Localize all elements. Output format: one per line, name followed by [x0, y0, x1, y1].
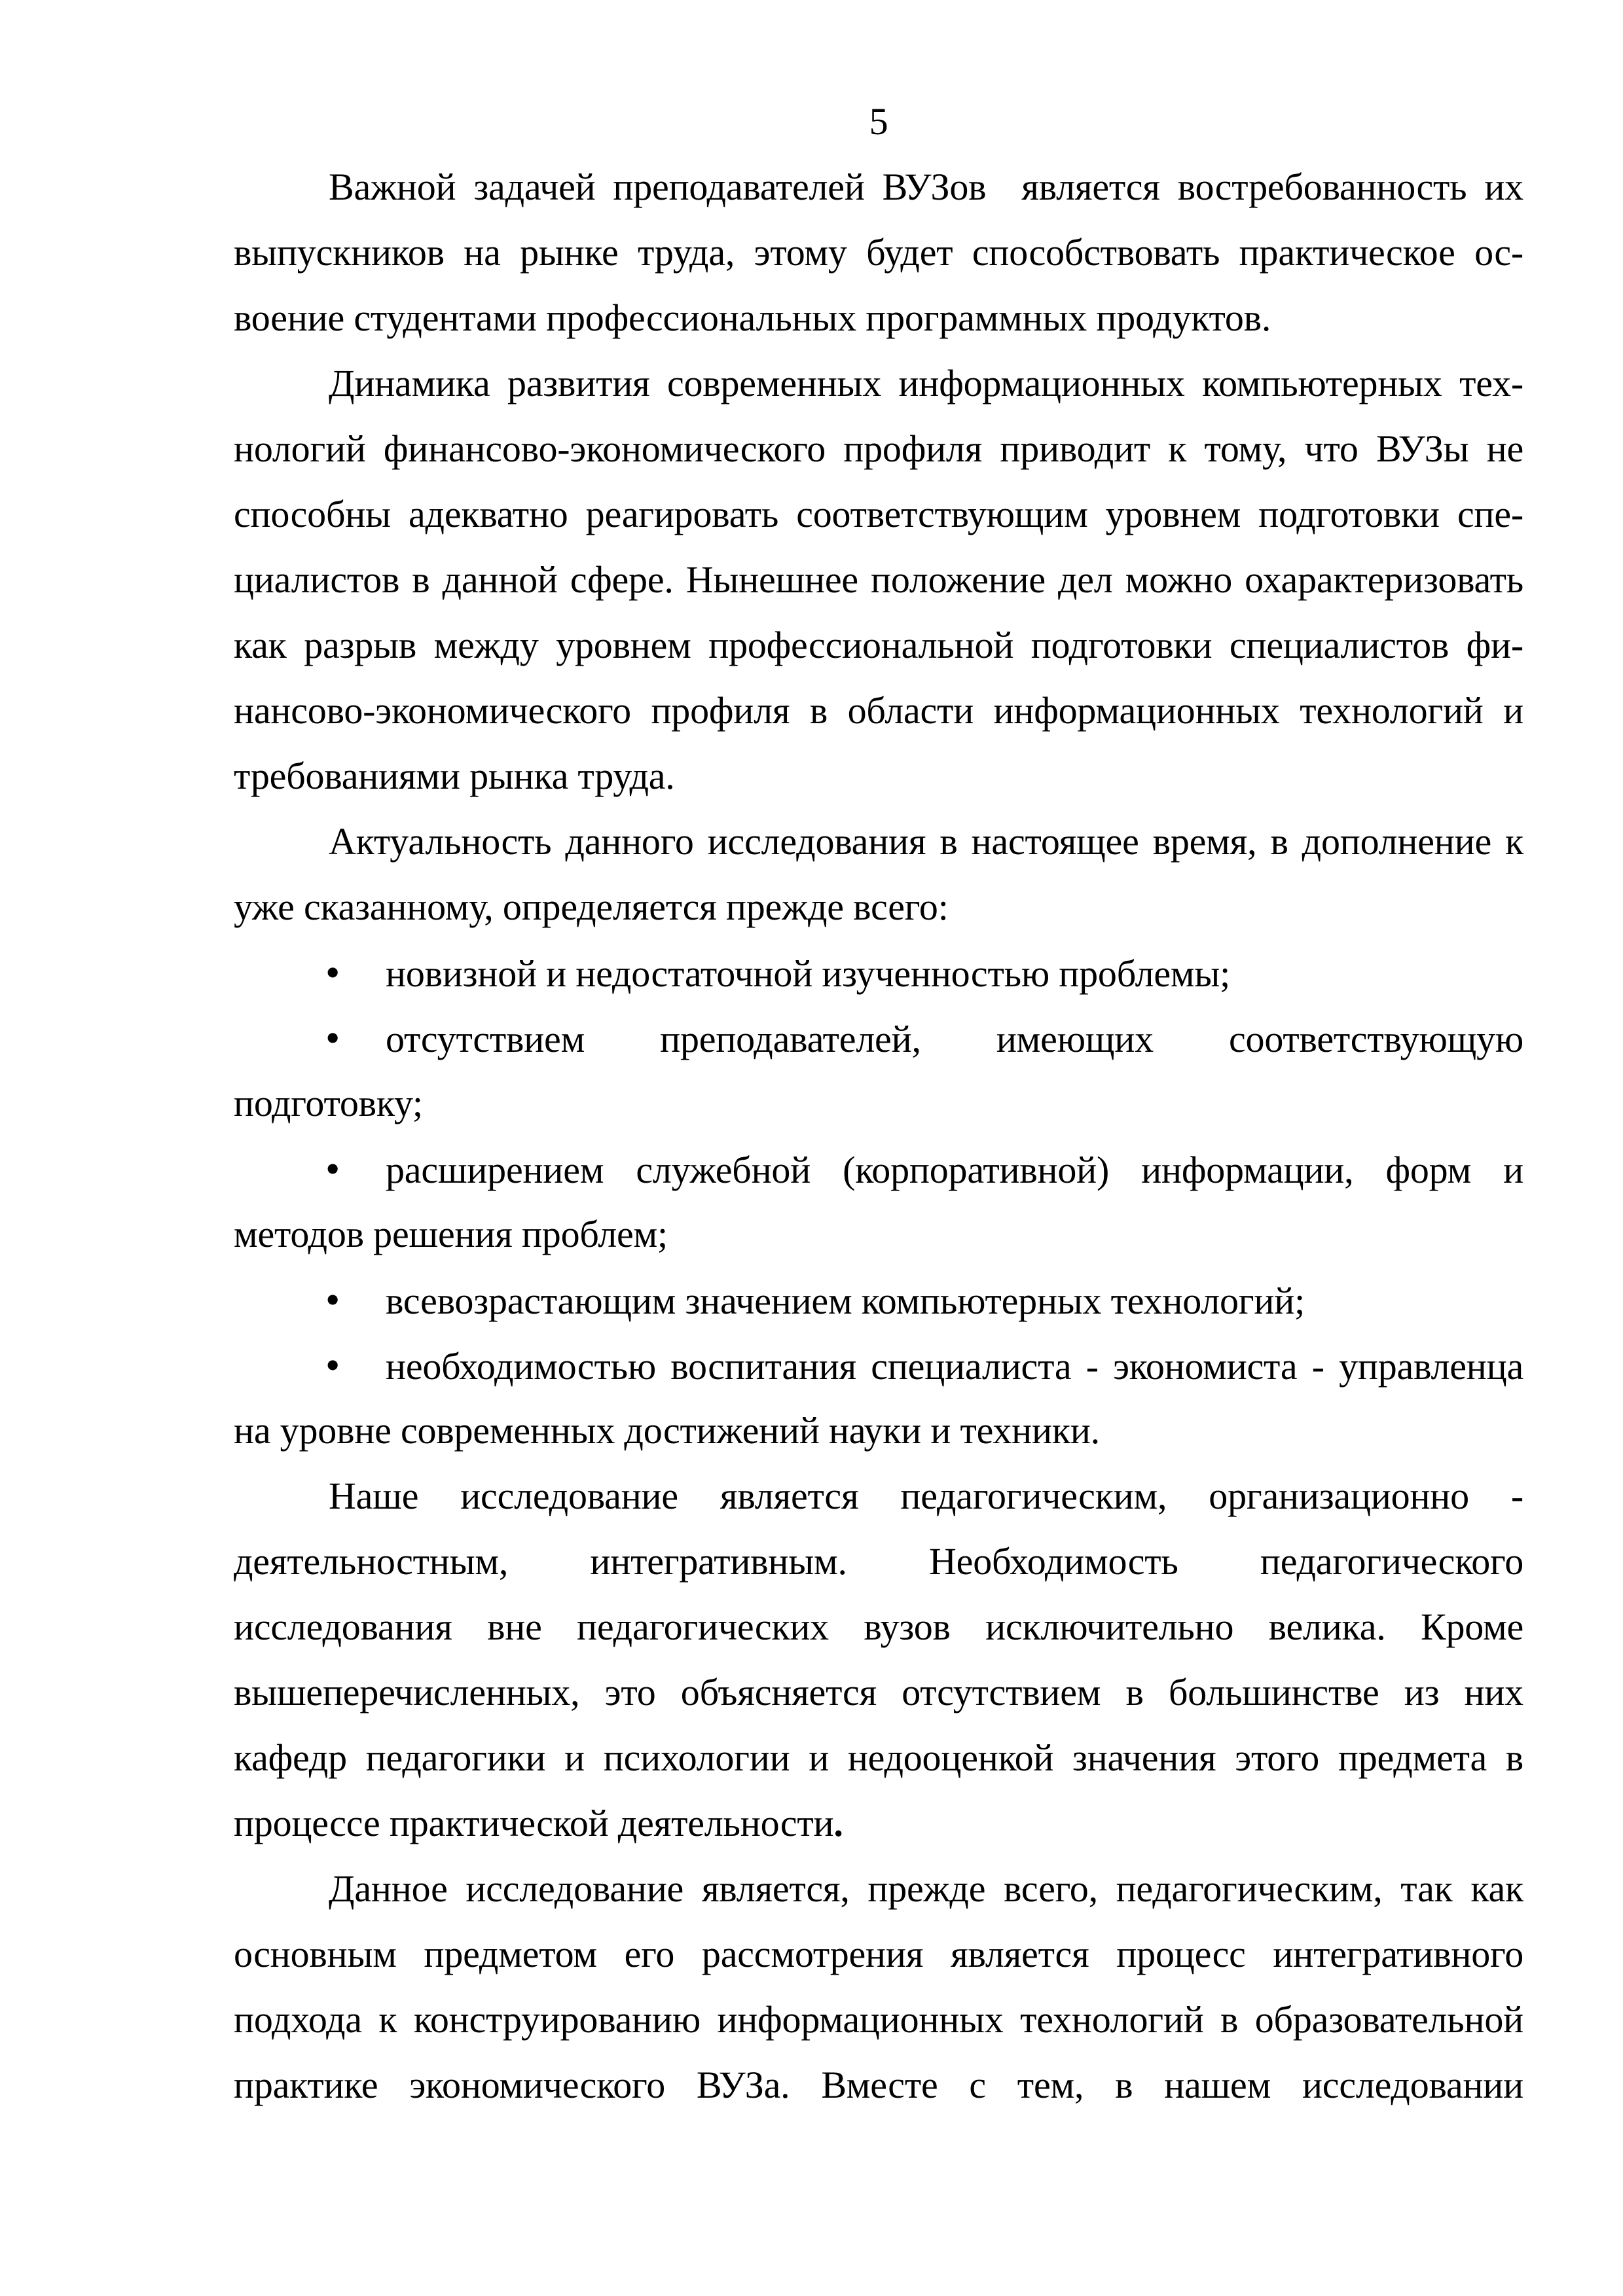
bullet-icon: •	[325, 1145, 340, 1192]
bullet-line	[234, 1267, 1523, 1333]
text-line	[234, 1398, 1523, 1463]
bold-period: .	[833, 1802, 843, 1844]
text-line	[234, 809, 1523, 874]
text-run: уже сказанному, определяется прежде всего:	[234, 886, 949, 928]
text-run: Актуальность данного исследования в настоящее время, в дополнение к	[329, 820, 1523, 863]
text-run: расширением служебной (корпоративной) информации, форм и	[386, 1149, 1523, 1191]
text-run: циалистов в данной сфере. Нынешнее положение дел можно охарактеризовать	[234, 558, 1523, 601]
text-line	[234, 613, 1523, 678]
bullet-icon: •	[325, 1276, 340, 1323]
text-line	[234, 2053, 1523, 2118]
text-run: подхода к конструированию информационных технологий в образовательной	[234, 1998, 1523, 2041]
text-run: Данное исследование является, прежде всего, педагогическим, так как	[329, 1867, 1523, 1910]
text-line	[234, 1660, 1523, 1725]
text-line	[234, 482, 1523, 547]
text-line	[234, 220, 1523, 285]
text-run: способны адекватно реагировать соответствующим уровнем подготовки спе-	[234, 493, 1523, 535]
text-run: процессе практической деятельности	[234, 1802, 834, 1844]
text-line	[234, 154, 1523, 220]
text-run: нансово-экономического профиля в области информационных технологий и	[234, 689, 1523, 732]
text-run: на уровне современных достижений науки и техники.	[234, 1409, 1100, 1452]
text-line	[234, 1856, 1523, 1922]
text-run: кафедр педагогики и психологии и недооценкой значения этого предмета в	[234, 1736, 1523, 1779]
page-content	[234, 89, 1523, 2118]
text-run: Важной задачей преподавателей ВУЗов является востребованность их	[329, 166, 1523, 208]
bullet-icon: •	[325, 949, 340, 996]
text-run: как разрыв между уровнем профессиональной подготовки специалистов фи-	[234, 624, 1523, 666]
text-run: основным предметом его рассмотрения является процесс интегративного	[234, 1933, 1523, 1975]
page-number: 5	[869, 100, 888, 143]
bullet-icon: •	[325, 1342, 340, 1388]
text-run: требованиями рынка труда.	[234, 755, 675, 797]
text-run: практике экономического ВУЗа. Вместе с тем, в нашем исследовании	[234, 2064, 1523, 2106]
text-run: отсутствием преподавателей, имеющих соответствующую	[386, 1018, 1523, 1060]
bullet-line	[234, 1136, 1523, 1202]
text-run: вышеперечисленных, это объясняется отсутствием в большинстве из них	[234, 1671, 1523, 1713]
text-line	[234, 1987, 1523, 2053]
bullet-line	[234, 1005, 1523, 1071]
text-line	[234, 744, 1523, 809]
bullet-line	[234, 1333, 1523, 1398]
text-run: выпускников на рынке труда, этому будет способствовать практическое ос-	[234, 231, 1523, 274]
text-line	[234, 1529, 1523, 1594]
text-line	[234, 351, 1523, 416]
bullet-line	[234, 940, 1523, 1005]
text-line	[234, 1791, 1523, 1856]
text-run: Наше исследование является педагогическим, организационно -	[329, 1475, 1523, 1517]
text-run: Динамика развития современных информационных компьютерных тех-	[329, 362, 1523, 404]
text-run: подготовку;	[234, 1082, 423, 1124]
text-line	[234, 285, 1523, 351]
text-run: нологий финансово-экономического профиля приводит к тому, что ВУЗы не	[234, 427, 1523, 470]
text-line	[234, 1463, 1523, 1529]
text-line	[234, 874, 1523, 940]
text-run: деятельностным, интегративным. Необходимость педагогического	[234, 1540, 1523, 1583]
text-line	[234, 1922, 1523, 1987]
text-run: исследования вне педагогических вузов исключительно велика. Кроме	[234, 1605, 1523, 1648]
text-run: новизной и недостаточной изученностью проблемы;	[386, 952, 1231, 995]
text-run: необходимостью воспитания специалиста - экономиста - управленца	[386, 1345, 1523, 1388]
text-line	[234, 678, 1523, 744]
body-text	[234, 154, 1523, 2118]
text-line	[234, 416, 1523, 482]
text-line	[234, 547, 1523, 613]
text-line	[234, 1202, 1523, 1267]
text-run: методов решения проблем;	[234, 1213, 668, 1255]
text-run: всевозрастающим значением компьютерных технологий;	[386, 1280, 1305, 1322]
text-line	[234, 1071, 1523, 1136]
text-line	[234, 1594, 1523, 1660]
bullet-icon: •	[325, 1014, 340, 1061]
text-line	[234, 1725, 1523, 1791]
text-run: воение студентами профессиональных программных продуктов.	[234, 296, 1271, 339]
